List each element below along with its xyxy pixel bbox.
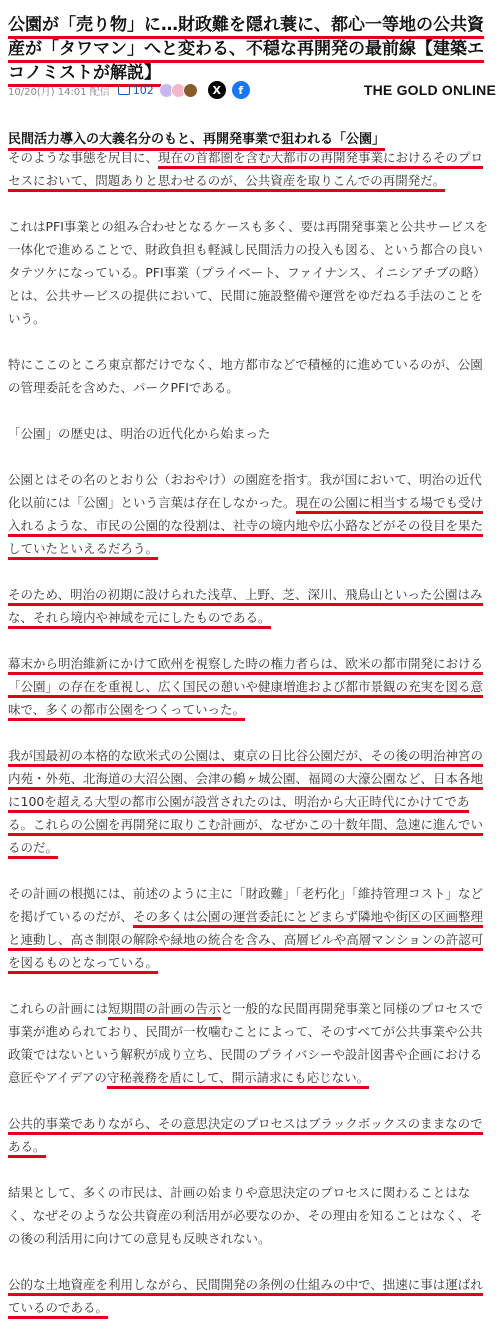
paragraph-text: 結果として、多くの市民は、計画の始まりや意思決定のプロセスに関わることはなく、なぜそのような公共資産の利活用が必要なのか、その理由を知ることはなく、その後の利活用に向けての意見も反映されない。 [8, 1185, 483, 1246]
highlighted-text: そのため、明治の初期に設けられた浅草、上野、芝、深川、飛鳥山といった公園はみな、それら境内や神域を元にしたものである。 [8, 587, 483, 629]
article-paragraph [8, 146, 493, 192]
comment-link[interactable] [118, 84, 154, 97]
highlighted-text: 現在の首都圏を含む大都市の再開発事業におけるそのプロセスにおいて、問題ありと思わせるのが、公共資産を取りこんでの再開発だ。 [8, 150, 483, 192]
article-paragraph [8, 583, 493, 629]
comment-count: 102 [132, 83, 154, 97]
paragraph-text: 特にここのところ東京都だけでなく、地方都市などで積極的に進めているのが、公園の管理委託を含めた、パークPFIである。 [8, 357, 483, 395]
reaction-avatars[interactable] [159, 83, 198, 98]
x-share-button[interactable]: X [208, 81, 226, 99]
section-heading-text: 民間活力導入の大義名分のもと、再開発事業で狙われる「公園」 [8, 132, 385, 151]
publish-date: 10/20(月) 14:01 配信 [8, 86, 110, 98]
paragraph-text: これはPFI事業との組み合わせとなるケースも多く、要は再開発事業と公共サービスを一体化で進めることで、財政負担も軽減し民間活力の投入も図る、という都合の良いタテツケになっている。PFI事業（プライベート、ファイナンス、イニシアチブの略）とは、公共サービスの提供において、民間に施設整備や運営をゆだねる手法のことをいう。 [8, 219, 489, 326]
article-paragraph [8, 1273, 493, 1319]
paragraph-text: そのような事態を尻目に、 [8, 150, 159, 165]
highlighted-text: 守秘義務を盾にして、開示請求にも応じない。 [107, 1070, 369, 1089]
article-paragraph [8, 353, 493, 399]
article-body [8, 146, 493, 1342]
highlighted-text: 公共的事業でありながら、その意思決定のプロセスはブラックボックスのままなのである。 [8, 1116, 483, 1158]
article-paragraph [8, 744, 493, 859]
article-paragraph [8, 882, 493, 974]
highlighted-text: その多くは公園の運営委託にとどまらず隣地や街区の区画整理と連動し、高さ制限の解除や緑地の統合を含み、高層ビルや高層マンションの許認可を図るものとなっている。 [8, 909, 483, 974]
article-paragraph [8, 422, 493, 445]
article-meta [8, 80, 496, 100]
article-paragraph [8, 468, 493, 560]
paragraph-text: その計画の根拠には、前述のように主に「財政難」「老朽化」「維持管理コスト」などを掲げているのだが、 [8, 886, 484, 924]
comment-icon [118, 85, 130, 95]
paragraph-text: 「公園」の歴史は、明治の近代化から始まった [8, 426, 271, 441]
highlighted-text: 現在の公園に相当する場でも受け入れるような、市民の公園的な役割は、社寺の境内地や広小路などがその役目を果たしていたといえるだろう。 [8, 495, 483, 560]
paragraph-text: と一般的な民間再開発事業と同様のプロセスで事業が進められており、民間が一枚噛むことによって、そのすべてが公共事業や公共政策ではないという解釈が成り立ち、民間のプライバシーや設計図書や企画における意匠やアイデアの [8, 1001, 484, 1085]
reaction-icon [183, 83, 198, 98]
article-paragraph [8, 997, 493, 1089]
highlighted-text: 我が国最初の本格的な欧米式の公園は、東京の日比谷公園だが、その後の明治神宮の内苑・外苑、北海道の大沼公園、会津の鶴ヶ城公園、福岡の大濠公園など、日本各地に100を超える大型の都市公園が設営されたのは、明治から大正時代にかけてである。これらの公園を再開発に取りこむ計画が、なぜかこの十数年間、急速に進んでいるのだ。 [8, 748, 483, 859]
publisher-logo[interactable]: THE GOLD ONLINE [363, 82, 496, 98]
article-paragraph [8, 1181, 493, 1250]
article-paragraph [8, 215, 493, 330]
article-title-text: 公園が「売り物」に…財政難を隠れ蓑に、都心一等地の公共資産が「タワマン」へと変わる、不穏な再開発の最前線【建築エコノミストが解説】 [8, 15, 484, 87]
paragraph-text: 公園とはその名のとおり公（おおやけ）の園庭を指す。我が国において、明治の近代化以前には「公園」という言葉は存在しなかった。 [8, 472, 482, 510]
article-paragraph [8, 1112, 493, 1158]
article-paragraph [8, 652, 493, 721]
paragraph-text: これらの計画には [8, 1001, 109, 1016]
highlighted-text: 幕末から明治維新にかけて欧州を視察した時の権力者らは、欧米の都市開発における「公園」の存在を重視し、広く国民の憩いや健康増進および都市景観の充実を図る意味で、多くの都市公園をつくっていった。 [8, 656, 483, 721]
article-title [8, 13, 498, 85]
facebook-share-button[interactable]: f [232, 81, 250, 99]
share-buttons [208, 81, 250, 99]
highlighted-text: 公的な土地資産を利用しながら、民間開発の条例の仕組みの中で、拙速に事は運ばれているのである。 [8, 1277, 483, 1319]
highlighted-text: 短期間の計画の告示 [108, 1001, 221, 1020]
